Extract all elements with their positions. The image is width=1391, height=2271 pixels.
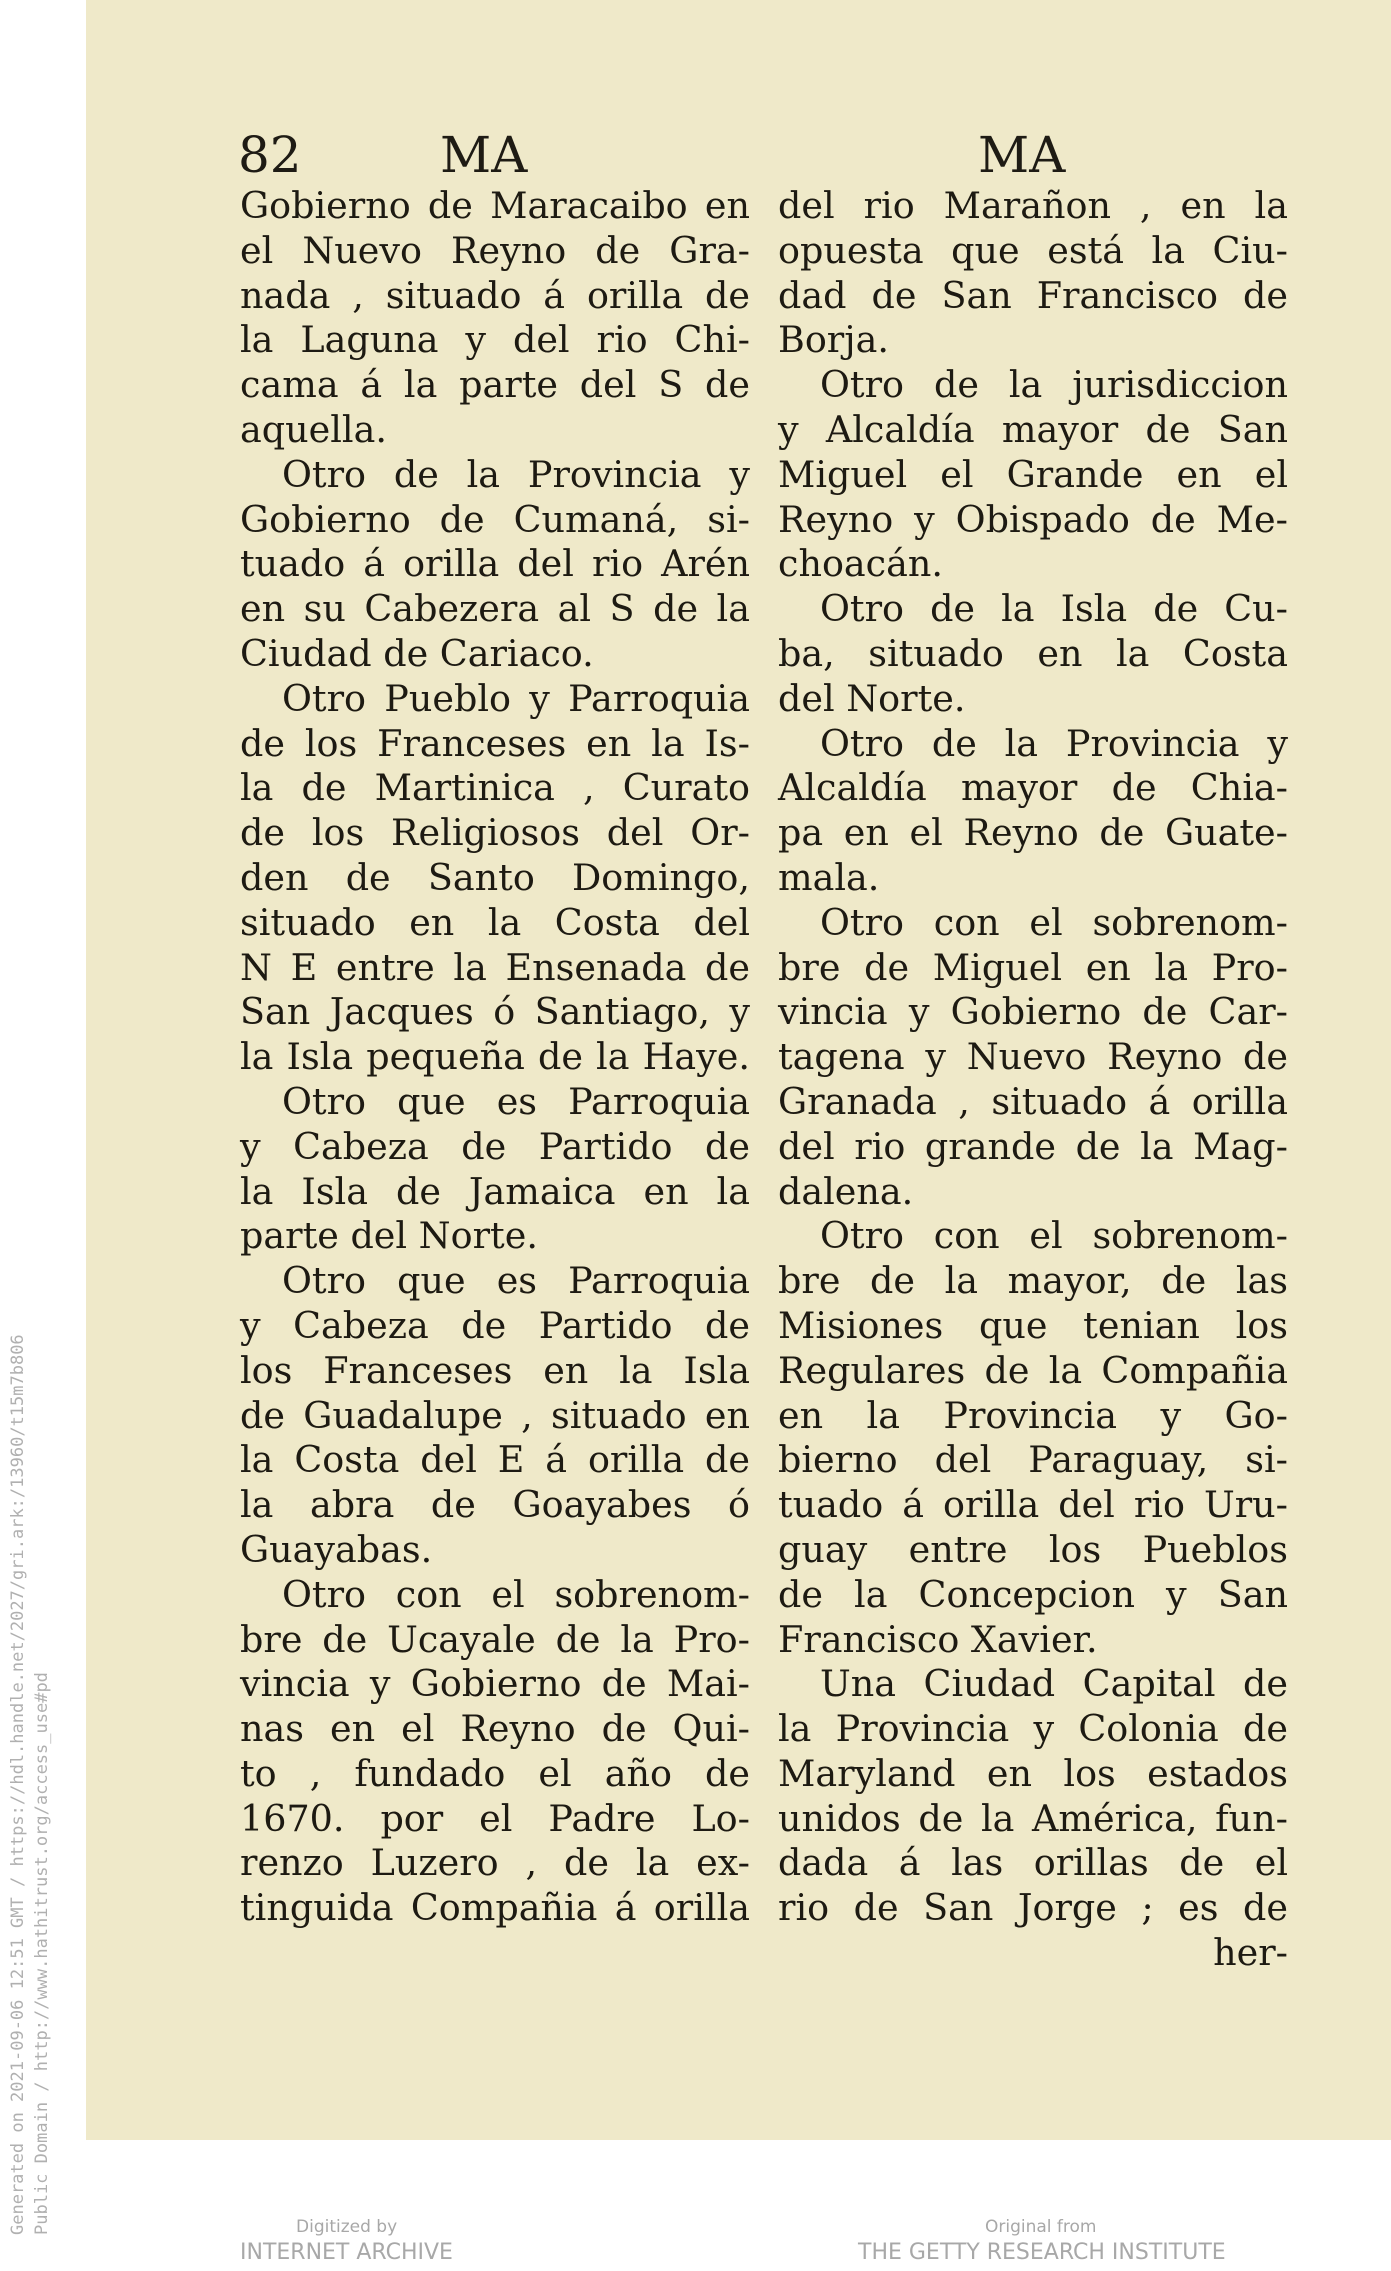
text-line: del rio grande de la Mag- <box>778 1124 1288 1168</box>
text-line: nada , situado á orilla de <box>240 273 750 317</box>
text-line: renzo Luzero , de la ex- <box>240 1841 750 1885</box>
left-text-column <box>240 184 750 1931</box>
text-line: la Isla de Jamaica en la <box>240 1169 750 1213</box>
text-line: 1670. por el Padre Lo- <box>240 1796 750 1840</box>
text-line: los Franceses en la Isla <box>240 1348 750 1392</box>
text-line: Otro Pueblo y Parroquia <box>282 676 750 720</box>
text-line: Guayabas. <box>240 1527 433 1571</box>
text-line: del Norte. <box>778 676 966 720</box>
text-line: Otro con el sobrenom- <box>282 1572 750 1616</box>
right-text-column <box>778 184 1288 1976</box>
text-line: tagena y Nuevo Reyno de <box>778 1035 1288 1079</box>
text-line: bre de la mayor, de las <box>778 1259 1288 1303</box>
page-number: 82 <box>238 126 302 184</box>
text-line: y Alcaldía mayor de San <box>778 407 1288 451</box>
text-line: Reyno y Obispado de Me- <box>778 497 1288 541</box>
text-line: Alcaldía mayor de Chia- <box>778 766 1288 810</box>
text-line: tinguida Compañia á orilla <box>240 1886 750 1930</box>
getty-institute-label: THE GETTY RESEARCH INSTITUTE <box>858 2240 1226 2265</box>
text-line: Gobierno de Maracaibo en <box>240 184 750 227</box>
text-line: cama á la parte del S de <box>240 363 750 407</box>
text-line: tuado á orilla del rio Uru- <box>778 1483 1288 1527</box>
text-line: Otro con el sobrenom- <box>820 1214 1288 1258</box>
text-line: en su Cabezera al S de la <box>240 587 750 631</box>
text-line: San Jacques ó Santiago, y <box>240 990 750 1034</box>
text-line: la Provincia y Colonia de <box>778 1707 1288 1751</box>
text-line: Otro de la jurisdiccion <box>820 363 1288 407</box>
text-line: la abra de Goayabes ó <box>240 1483 750 1527</box>
text-line: aquella. <box>240 407 387 451</box>
text-line: la Costa del E á orilla de <box>240 1438 750 1482</box>
text-line: la Isla pequeña de la Haye. <box>240 1035 750 1079</box>
original-from-label: Original from <box>985 2217 1097 2237</box>
text-line: Borja. <box>778 318 889 362</box>
generation-notice: Generated on 2021-09-06 12:51 GMT / https://hdl.handle.net/2027/gri.ark:/13960/t15m7b806 <box>8 1334 28 2235</box>
text-line: ba, situado en la Costa <box>778 631 1288 675</box>
text-line: de los Franceses en la Is- <box>240 721 750 765</box>
text-line: bre de Ucayale de la Pro- <box>240 1617 750 1661</box>
text-line: guay entre los Pueblos <box>778 1527 1288 1571</box>
text-line: y Cabeza de Partido de <box>240 1303 750 1347</box>
text-line: Una Ciudad Capital de <box>820 1662 1288 1706</box>
text-line: de los Religiosos del Or- <box>240 811 750 855</box>
text-line: Otro de la Provincia y <box>282 452 750 496</box>
text-line: de la Concepcion y San <box>778 1572 1288 1616</box>
text-line: el Nuevo Reyno de Gra- <box>240 228 750 272</box>
text-line: la Laguna y del rio Chi- <box>240 318 750 362</box>
text-line: del rio Marañon , en la <box>778 184 1288 227</box>
text-line: parte del Norte. <box>240 1214 538 1258</box>
text-line: Otro con el sobrenom- <box>820 900 1288 944</box>
text-line: tuado á orilla del rio Arén <box>240 542 750 586</box>
text-line: la de Martinica , Curato <box>240 766 750 810</box>
text-line: opuesta que está la Ciu- <box>778 228 1288 272</box>
text-line: Otro de la Isla de Cu- <box>820 587 1288 631</box>
text-line: Ciudad de Cariaco. <box>240 631 594 675</box>
text-line: situado en la Costa del <box>240 900 750 944</box>
text-line: unidos de la América, fun- <box>778 1796 1288 1840</box>
text-line: nas en el Reyno de Qui- <box>240 1707 750 1751</box>
internet-archive-label: INTERNET ARCHIVE <box>240 2240 453 2265</box>
text-line: Misiones que tenian los <box>778 1303 1288 1347</box>
text-line: Miguel el Grande en el <box>778 452 1288 496</box>
text-line: Francisco Xavier. <box>778 1617 1098 1661</box>
left-running-head: MA <box>440 126 528 184</box>
text-line: choacán. <box>778 542 943 586</box>
text-line: dada á las orillas de el <box>778 1841 1288 1885</box>
text-line: rio de San Jorge ; es de <box>778 1886 1288 1930</box>
text-line: en la Provincia y Go- <box>778 1393 1288 1437</box>
text-line: N E entre la Ensenada de <box>240 945 750 989</box>
text-line: mala. <box>778 855 880 899</box>
text-line: to , fundado el año de <box>240 1751 750 1795</box>
right-running-head: MA <box>978 126 1066 184</box>
text-line: Maryland en los estados <box>778 1751 1288 1795</box>
text-line: y Cabeza de Partido de <box>240 1124 750 1168</box>
text-line: bierno del Paraguay, si- <box>778 1438 1288 1482</box>
text-line: pa en el Reyno de Guate- <box>778 811 1288 855</box>
digitized-by-label: Digitized by <box>296 2217 398 2237</box>
text-line: dalena. <box>778 1169 914 1213</box>
hathitrust-side-stamp <box>6 1334 54 2235</box>
text-line: Regulares de la Compañia <box>778 1348 1288 1392</box>
public-domain-notice: Public Domain / http://www.hathitrust.org/access_use#pd <box>32 1672 52 2235</box>
text-line: bre de Miguel en la Pro- <box>778 945 1288 989</box>
text-line: Gobierno de Cumaná, si- <box>240 497 750 541</box>
text-line: Otro que es Parroquia <box>282 1079 750 1123</box>
text-line: Granada , situado á orilla <box>778 1079 1288 1123</box>
text-line: dad de San Francisco de <box>778 273 1288 317</box>
text-line: den de Santo Domingo, <box>240 855 750 899</box>
text-line: de Guadalupe , situado en <box>240 1393 750 1437</box>
text-line: Otro de la Provincia y <box>820 721 1288 765</box>
text-line: vincia y Gobierno de Mai- <box>240 1662 750 1706</box>
text-line: Otro que es Parroquia <box>282 1259 750 1303</box>
catchword: her- <box>1213 1931 1288 1975</box>
text-line: vincia y Gobierno de Car- <box>778 990 1288 1034</box>
